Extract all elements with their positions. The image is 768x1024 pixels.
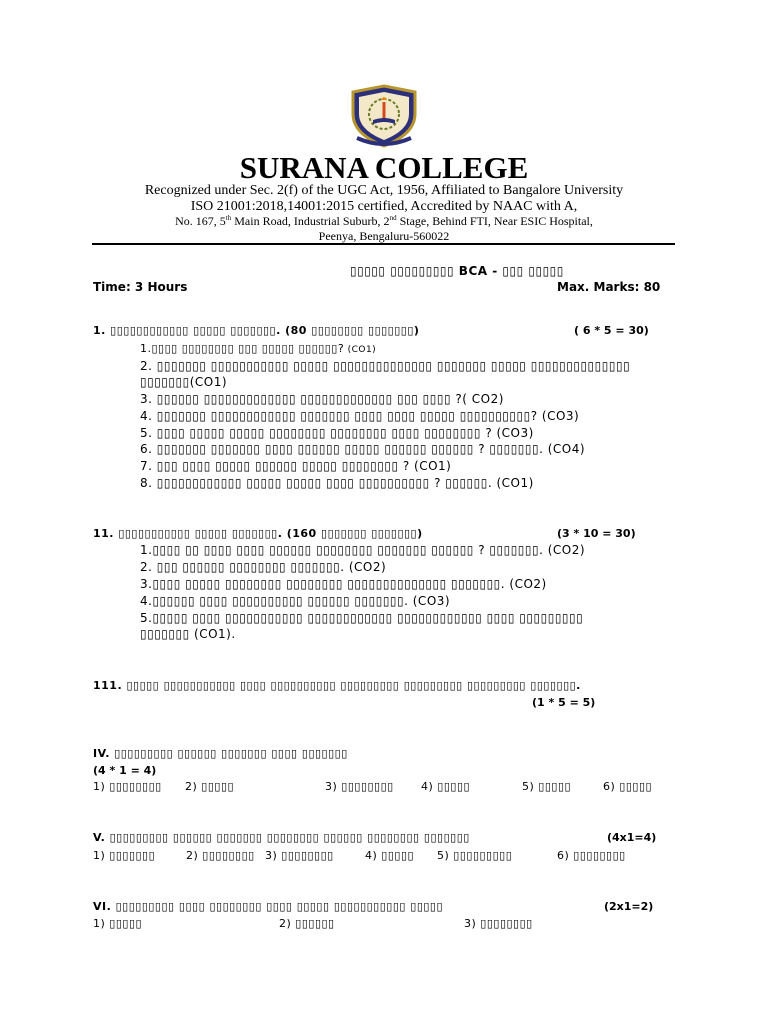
section3-marks: (1 * 5 = 5) bbox=[532, 696, 596, 709]
section1-marks: ( 6 * 5 = 30) bbox=[574, 324, 649, 337]
section2-question: 3.▯▯▯▯ ▯▯▯▯▯ ▯▯▯▯▯▯▯▯ ▯▯▯▯▯▯▯▯ ▯▯▯▯▯▯▯▯▯▯▯▯▯▯ ▯▯▯▯▯▯▯. (CO2) bbox=[140, 577, 547, 591]
section2-question: ▯▯▯▯▯▯▯ (CO1). bbox=[140, 627, 236, 641]
exam-max-marks: Max. Marks: 80 bbox=[557, 280, 661, 294]
section1-question: 7. ▯▯▯ ▯▯▯▯ ▯▯▯▯▯ ▯▯▯▯▯▯ ▯▯▯▯▯ ▯▯▯▯▯▯▯▯ ? (CO1) bbox=[140, 459, 452, 473]
section4-heading: IV. ▯▯▯▯▯▯▯▯▯ ▯▯▯▯▯▯ ▯▯▯▯▯▯▯ ▯▯▯▯ ▯▯▯▯▯▯▯ bbox=[93, 747, 348, 760]
section6-heading: VI. ▯▯▯▯▯▯▯▯▯ ▯▯▯▯ ▯▯▯▯▯▯▯▯ ▯▯▯▯ ▯▯▯▯▯ ▯▯▯▯▯▯▯▯▯▯▯ ▯▯▯▯▯ bbox=[93, 900, 444, 913]
section1-heading: 1. ▯▯▯▯▯▯▯▯▯▯▯▯ ▯▯▯▯▯ ▯▯▯▯▯▯▯. (80 ▯▯▯▯▯▯▯▯ ▯▯▯▯▯▯▯) bbox=[93, 324, 420, 337]
section5-option: 5) ▯▯▯▯▯▯▯▯▯ bbox=[437, 849, 513, 862]
college-name: SURANA COLLEGE bbox=[239, 150, 529, 185]
section2-marks: (3 * 10 = 30) bbox=[557, 527, 636, 540]
section1-question: 4. ▯▯▯▯▯▯▯ ▯▯▯▯▯▯▯▯▯▯▯▯ ▯▯▯▯▯▯▯ ▯▯▯▯ ▯▯▯▯ ▯▯▯▯▯ ▯▯▯▯▯▯▯▯▯▯? (CO3) bbox=[140, 409, 580, 423]
section4-marks: (4 * 1 = 4) bbox=[93, 764, 157, 777]
section4-option: 1) ▯▯▯▯▯▯▯▯ bbox=[93, 780, 162, 793]
section6-option: 1) ▯▯▯▯▯ bbox=[93, 917, 143, 930]
section5-option: 4) ▯▯▯▯▯ bbox=[365, 849, 415, 862]
section5-option: 1) ▯▯▯▯▯▯▯ bbox=[93, 849, 156, 862]
section6-option: 2) ▯▯▯▯▯▯ bbox=[279, 917, 335, 930]
address-line: No. 167, 5th Main Road, Industrial Suburb, 2nd Stage, Behind FTI, Near ESIC Hospital, bbox=[175, 214, 593, 228]
exam-title: ▯▯▯▯▯ ▯▯▯▯▯▯▯▯▯ BCA - ▯▯▯ ▯▯▯▯▯ bbox=[350, 264, 564, 278]
section2-heading: 11. ▯▯▯▯▯▯▯▯▯▯▯ ▯▯▯▯▯ ▯▯▯▯▯▯▯. (160 ▯▯▯▯▯▯▯ ▯▯▯▯▯▯▯) bbox=[93, 527, 423, 540]
section4-option: 3) ▯▯▯▯▯▯▯▯ bbox=[325, 780, 394, 793]
recognition-line: Recognized under Sec. 2(f) of the UGC Act, 1956, Affiliated to Bangalore University bbox=[144, 183, 624, 198]
section5-marks: (4x1=4) bbox=[607, 831, 657, 844]
header-divider bbox=[92, 243, 675, 245]
section5-option: 2) ▯▯▯▯▯▯▯▯ bbox=[186, 849, 255, 862]
exam-time: Time: 3 Hours bbox=[93, 280, 188, 294]
city-line: Peenya, Bengaluru-560022 bbox=[318, 229, 450, 243]
section5-heading: V. ▯▯▯▯▯▯▯▯▯ ▯▯▯▯▯▯ ▯▯▯▯▯▯▯ ▯▯▯▯▯▯▯▯ ▯▯▯▯▯▯ ▯▯▯▯▯▯▯▯ ▯▯▯▯▯▯▯ bbox=[93, 831, 470, 844]
section2-question: 1.▯▯▯▯ ▯▯ ▯▯▯▯ ▯▯▯▯ ▯▯▯▯▯▯ ▯▯▯▯▯▯▯▯ ▯▯▯▯▯▯▯ ▯▯▯▯▯▯ ? ▯▯▯▯▯▯▯. (CO2) bbox=[140, 543, 586, 557]
section1-question: ▯▯▯▯▯▯▯(CO1) bbox=[140, 375, 228, 389]
section1-question: 2. ▯▯▯▯▯▯▯ ▯▯▯▯▯▯▯▯▯▯▯ ▯▯▯▯▯ ▯▯▯▯▯▯▯▯▯▯▯▯▯▯ ▯▯▯▯▯▯▯ ▯▯▯▯▯ ▯▯▯▯▯▯▯▯▯▯▯▯▯▯ bbox=[140, 359, 631, 373]
section1-question: 5. ▯▯▯▯ ▯▯▯▯▯ ▯▯▯▯▯ ▯▯▯▯▯▯▯▯ ▯▯▯▯▯▯▯▯ ▯▯▯▯ ▯▯▯▯▯▯▯▯ ? (CO3) bbox=[140, 426, 534, 440]
section5-option: 3) ▯▯▯▯▯▯▯▯ bbox=[265, 849, 334, 862]
college-logo bbox=[343, 84, 425, 150]
section4-option: 6) ▯▯▯▯▯ bbox=[603, 780, 653, 793]
section2-question: 5.▯▯▯▯▯ ▯▯▯▯ ▯▯▯▯▯▯▯▯▯▯▯ ▯▯▯▯▯▯▯▯▯▯▯▯ ▯▯▯▯▯▯▯▯▯▯▯▯ ▯▯▯▯ ▯▯▯▯▯▯▯▯▯ bbox=[140, 611, 584, 625]
section5-option: 6) ▯▯▯▯▯▯▯▯ bbox=[557, 849, 626, 862]
section6-marks: (2x1=2) bbox=[604, 900, 654, 913]
section1-question: 8. ▯▯▯▯▯▯▯▯▯▯▯▯ ▯▯▯▯▯ ▯▯▯▯▯ ▯▯▯▯ ▯▯▯▯▯▯▯▯▯▯ ? ▯▯▯▯▯▯. (CO1) bbox=[140, 476, 534, 490]
section2-question: 2. ▯▯▯ ▯▯▯▯▯▯ ▯▯▯▯▯▯▯▯ ▯▯▯▯▯▯▯. (CO2) bbox=[140, 560, 387, 574]
section4-option: 5) ▯▯▯▯▯ bbox=[522, 780, 572, 793]
section1-question: 3. ▯▯▯▯▯▯ ▯▯▯▯▯▯▯▯▯▯▯▯▯ ▯▯▯▯▯▯▯▯▯▯▯▯▯ ▯▯▯ ▯▯▯▯ ?( CO2) bbox=[140, 392, 504, 406]
section1-question: 6. ▯▯▯▯▯▯▯ ▯▯▯▯▯▯▯ ▯▯▯▯ ▯▯▯▯▯▯ ▯▯▯▯▯ ▯▯▯▯▯▯ ▯▯▯▯▯▯ ? ▯▯▯▯▯▯▯. (CO4) bbox=[140, 442, 586, 456]
section1-question: 1.▯▯▯▯ ▯▯▯▯▯▯▯▯ ▯▯▯ ▯▯▯▯▯ ▯▯▯▯▯▯? (CO1) bbox=[140, 342, 377, 355]
section3-heading: 111. ▯▯▯▯▯ ▯▯▯▯▯▯▯▯▯▯▯ ▯▯▯▯ ▯▯▯▯▯▯▯▯▯▯ ▯▯▯▯▯▯▯▯▯ ▯▯▯▯▯▯▯▯▯ ▯▯▯▯▯▯▯▯▯ ▯▯▯▯▯▯▯. bbox=[93, 679, 581, 692]
section2-question: 4.▯▯▯▯▯▯ ▯▯▯▯ ▯▯▯▯▯▯▯▯▯▯ ▯▯▯▯▯▯ ▯▯▯▯▯▯▯. (CO3) bbox=[140, 594, 451, 608]
certification-line: ISO 21001:2018,14001:2015 certified, Accredited by NAAC with A, bbox=[190, 199, 578, 214]
section6-option: 3) ▯▯▯▯▯▯▯▯ bbox=[464, 917, 533, 930]
section4-option: 2) ▯▯▯▯▯ bbox=[185, 780, 235, 793]
section4-option: 4) ▯▯▯▯▯ bbox=[421, 780, 471, 793]
